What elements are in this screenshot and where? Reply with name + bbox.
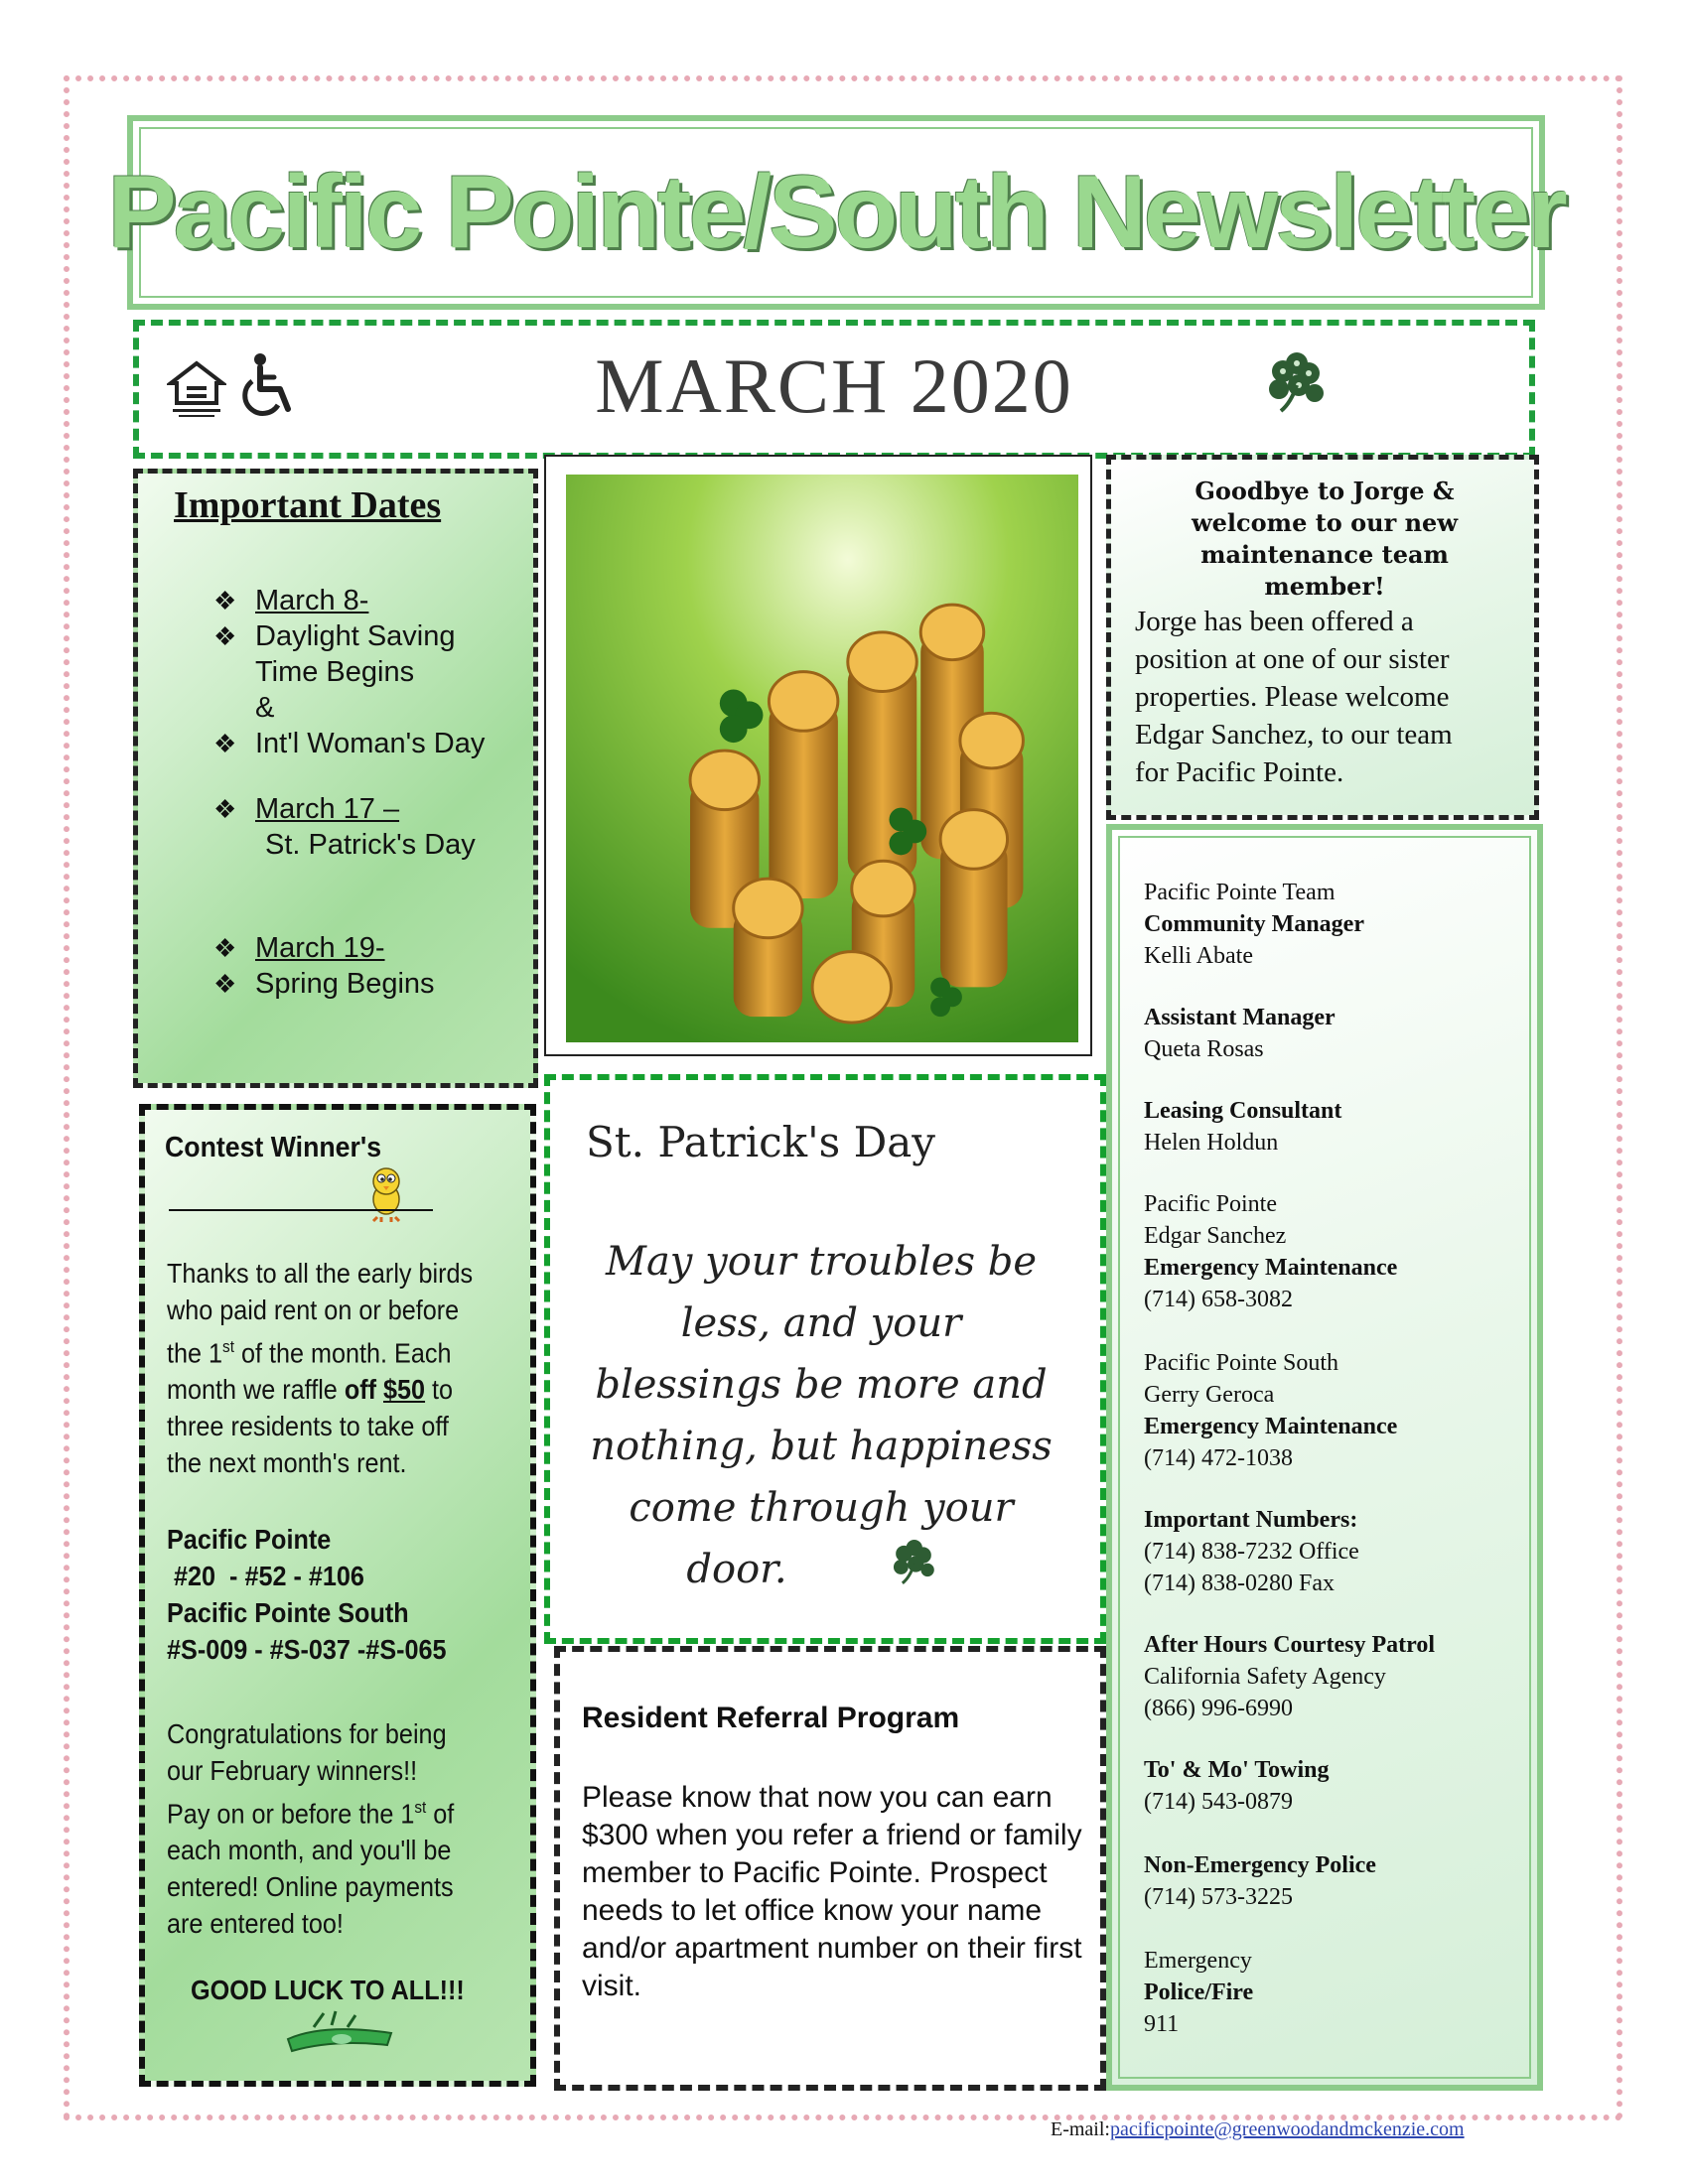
important-numbers-label: Important Numbers: [1144,1507,1358,1533]
date-item-march-8 [213,583,485,761]
newsletter-title: Pacific Pointe/South Newsletter [107,154,1565,270]
assistant-manager-label: Assistant Manager [1144,1005,1336,1030]
shamrock-icon [888,1539,939,1586]
patrol-phone: (866) 996-6990 [1144,1696,1293,1721]
community-manager-name: Kelli Abate [1144,943,1253,969]
emergency-label: Police/Fire [1144,1979,1254,2005]
fax-number: (714) 838-0280 Fax [1144,1570,1335,1596]
contest-congrats: Congratulations for being our February winners!! Pay on or before the 1st of each month, and you'll be entered! Online payments are entered too! [167,1718,455,1940]
non-emergency-label: Non-Emergency Police [1144,1852,1376,1878]
contest-closing: GOOD LUCK TO ALL!!! [191,1975,465,2005]
assistant-manager-name: Queta Rosas [1144,1036,1264,1062]
date-item-march-19 [213,930,435,1002]
date-label: March 8- [255,585,369,616]
pps-heading: Pacific Pointe South [1144,1350,1338,1376]
gold-coins-illustration [566,475,1078,1042]
bullet-icon: ❖ [213,933,237,963]
contest-intro: Thanks to all the early birds who paid rent on or before the 1st of the month. Each month we raffle off $50 to three residents to take off the next month's rent. [167,1258,474,1479]
pp-maintenance-phone: (714) 658-3082 [1144,1287,1293,1312]
email-link[interactable]: pacificpointe@greenwoodandmckenzie.com [1109,2118,1465,2140]
st-patricks-title: St. Patrick's Day [586,1118,936,1166]
pp-heading: Pacific Pointe [1144,1191,1277,1217]
date-desc: Daylight Saving [255,620,456,652]
emergency-phone: 911 [1144,2011,1180,2037]
email-label: E-mail: [1051,2118,1110,2140]
leasing-consultant-label: Leasing Consultant [1144,1098,1342,1124]
leasing-consultant-name: Helen Holdun [1144,1130,1279,1156]
pps-maintenance-name: Gerry Geroca [1144,1382,1275,1408]
bullet-icon: ❖ [213,729,237,758]
referral-program-panel [554,1646,1106,2091]
goodbye-title: Goodbye to Jorge & welcome to our new maintenance team member! [1192,477,1458,601]
pp-maintenance-name: Edgar Sanchez [1144,1223,1287,1249]
referral-text: Please know that now you can earn $300 when you refer a friend or family member to Pacific Pointe. Prospect needs to let office know your name and/or apartment number on their first visit. [582,1781,1082,2002]
patrol-label: After Hours Courtesy Patrol [1144,1632,1436,1658]
contest-divider [169,1209,433,1211]
shamrock-icon [1261,351,1331,415]
date-desc: Time Begins [255,656,415,688]
date-label: March 17 – [255,793,400,825]
masthead [107,115,1565,310]
issue-date: MARCH 2020 [595,342,1073,429]
money-icon [284,2009,395,2057]
date-item-march-17 [213,791,476,863]
bullet-icon: ❖ [213,969,237,999]
goodbye-panel [1106,455,1539,820]
contest-winners-panel [139,1104,536,2087]
footer-email [1051,2118,1465,2141]
date-desc: & [255,692,275,724]
gold-coins-image [544,455,1092,1056]
contacts-panel [1106,824,1543,2091]
office-phone: (714) 838-7232 Office [1144,1539,1359,1565]
date-desc: Int'l Woman's Day [255,728,486,759]
bird-icon [359,1165,413,1223]
towing-phone: (714) 543-0879 [1144,1789,1293,1815]
contest-title: Contest Winner's [165,1132,382,1163]
st-patricks-day-panel [544,1074,1106,1644]
important-dates-title: Important Dates [174,484,442,526]
emergency-line: Emergency [1144,1948,1252,1974]
pps-maintenance-phone: (714) 472-1038 [1144,1445,1293,1471]
referral-title: Resident Referral Program [582,1702,960,1734]
pps-maintenance-label: Emergency Maintenance [1144,1414,1398,1439]
towing-label: To' & Mo' Towing [1144,1757,1330,1783]
goodbye-text: Jorge has been offered a position at one of our sister properties. Please welcome Edgar Sanchez, to our team for Pacific Pointe. [1135,606,1453,788]
patrol-name: California Safety Agency [1144,1664,1386,1690]
bullet-icon: ❖ [213,621,237,651]
bullet-icon: ❖ [213,794,237,824]
team-heading: Pacific Pointe Team [1144,880,1336,905]
community-manager-label: Community Manager [1144,911,1364,937]
date-desc: Spring Begins [255,968,435,1000]
pp-maintenance-label: Emergency Maintenance [1144,1255,1398,1281]
non-emergency-phone: (714) 573-3225 [1144,1884,1293,1910]
date-desc: St. Patrick's Day [265,829,476,861]
st-patricks-blessing: May your troubles be less, and your blessings be more and nothing, but happiness come through your door. [590,1239,1053,1592]
date-label: March 19- [255,932,385,964]
important-dates-panel [133,469,538,1088]
bullet-icon: ❖ [213,586,237,615]
issue-date-bar [133,320,1535,459]
contest-winners-list: Pacific Pointe #20 - #52 - #106 Pacific Pointe South #S-009 - #S-037 -#S-065 [167,1524,447,1665]
